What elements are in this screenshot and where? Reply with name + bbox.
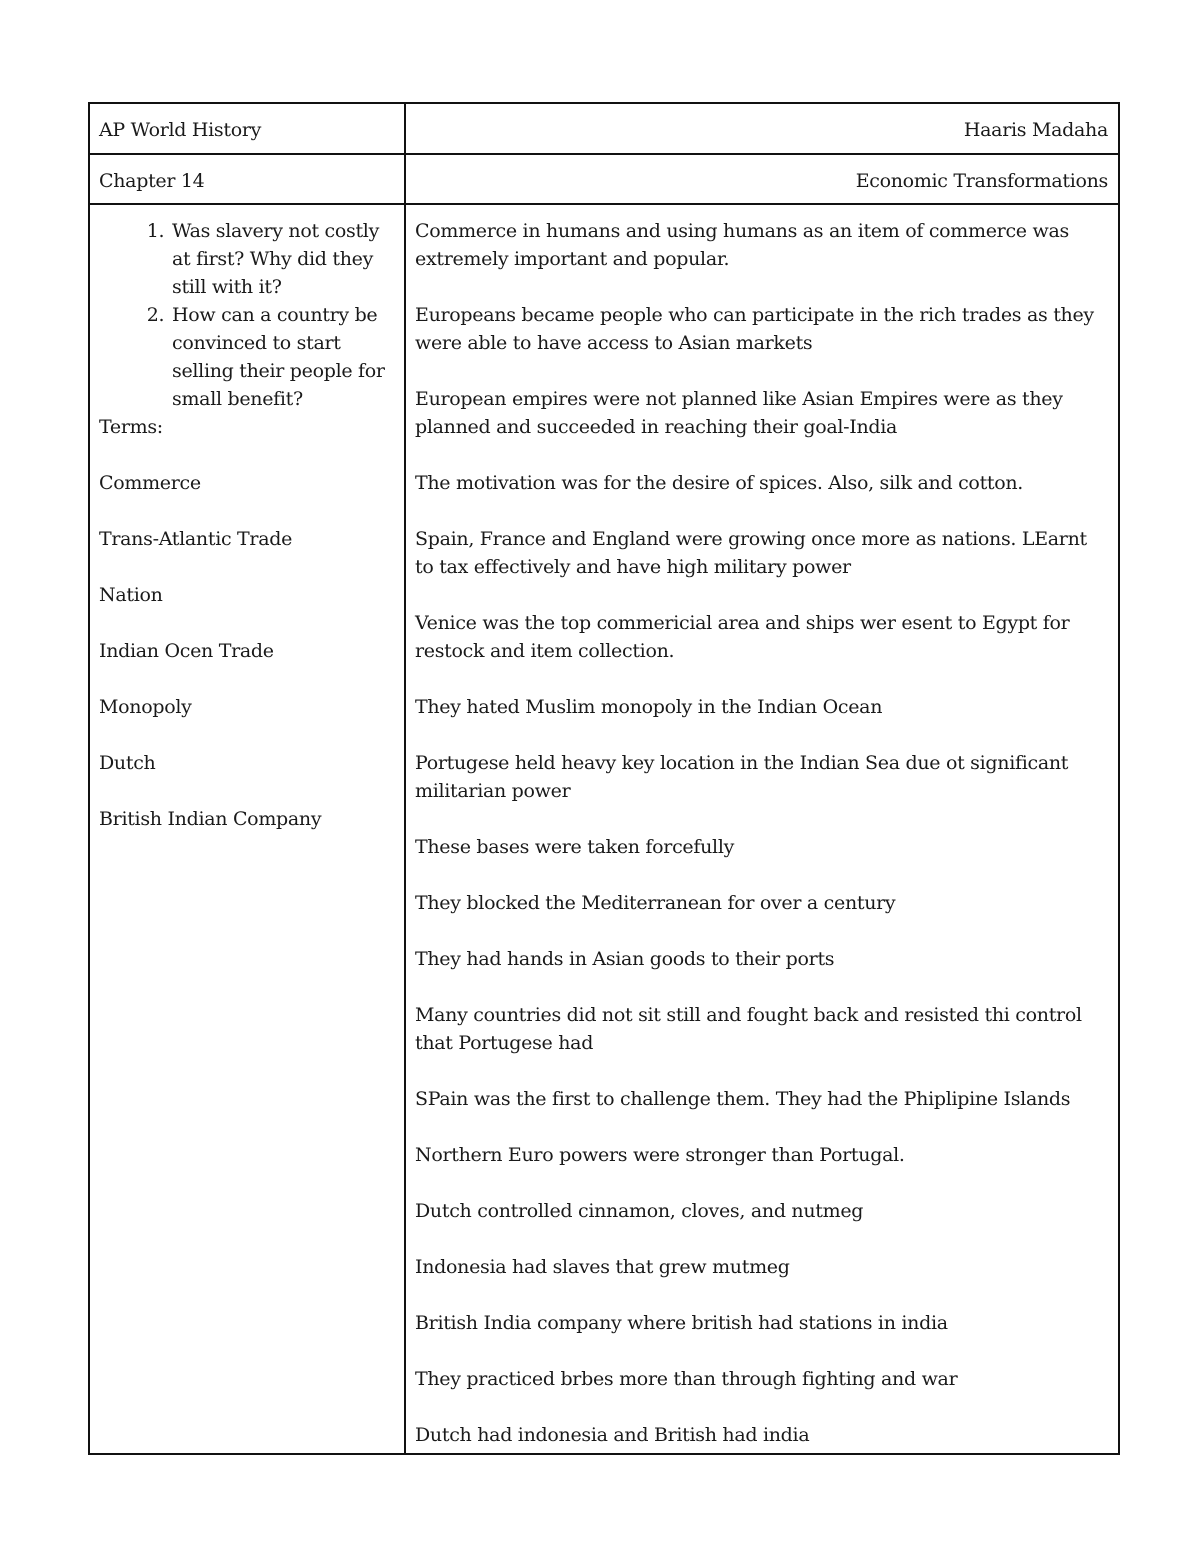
note-paragraph: They blocked the Mediterranean for over a century bbox=[415, 892, 896, 914]
notes-table bbox=[88, 102, 1120, 1455]
content-row bbox=[90, 205, 1118, 1453]
question-item: 1. Was slavery not costly at first? Why did they still with it? bbox=[170, 217, 399, 301]
term-item: Commerce bbox=[99, 472, 201, 494]
chapter-topic: Economic Transformations bbox=[855, 170, 1108, 192]
note-paragraph: Europeans became people who can participate in the rich trades as they were able to have access to Asian markets bbox=[415, 304, 1094, 354]
term-item: British Indian Company bbox=[99, 808, 322, 830]
note-paragraph: They had hands in Asian goods to their ports bbox=[415, 948, 835, 970]
note-paragraph: Venice was the top commericial area and ships wer esent to Egypt for restock and item collection. bbox=[415, 612, 1070, 662]
questions-column bbox=[99, 217, 399, 833]
term-item: Monopoly bbox=[99, 696, 192, 718]
question-item: 2. How can a country be convinced to start selling their people for small benefit? bbox=[170, 301, 399, 413]
note-paragraph: Indonesia had slaves that grew mutmeg bbox=[415, 1256, 790, 1278]
note-paragraph: They hated Muslim monopoly in the Indian Ocean bbox=[415, 696, 883, 718]
header-row bbox=[90, 104, 1118, 155]
note-paragraph: European empires were not planned like Asian Empires were as they planned and succeeded in reaching their goal-India bbox=[415, 388, 1063, 438]
question-list bbox=[99, 217, 399, 413]
chapter-label: Chapter 14 bbox=[99, 170, 205, 192]
term-item: Indian Ocen Trade bbox=[99, 640, 274, 662]
course-title: AP World History bbox=[99, 119, 262, 141]
note-paragraph: They practiced brbes more than through fighting and war bbox=[415, 1368, 958, 1390]
terms-label: Terms: bbox=[99, 416, 163, 438]
note-paragraph: Commerce in humans and using humans as an item of commerce was extremely important and popular. bbox=[415, 220, 1069, 270]
note-paragraph: Portugese held heavy key location in the Indian Sea due ot significant militarian power bbox=[415, 752, 1069, 802]
chapter-row bbox=[90, 155, 1118, 205]
note-paragraph: Spain, France and England were growing once more as nations. LEarnt to tax effectively and have high military power bbox=[415, 528, 1087, 578]
note-paragraph: Dutch had indonesia and British had india bbox=[415, 1424, 810, 1446]
notes-column bbox=[415, 217, 1105, 1477]
note-paragraph: These bases were taken forcefully bbox=[415, 836, 735, 858]
term-item: Dutch bbox=[99, 752, 156, 774]
note-paragraph: The motivation was for the desire of spices. Also, silk and cotton. bbox=[415, 472, 1024, 494]
note-paragraph: Many countries did not sit still and fought back and resisted thi control that Portugese had bbox=[415, 1004, 1082, 1054]
note-paragraph: Northern Euro powers were stronger than Portugal. bbox=[415, 1144, 905, 1166]
note-paragraph: SPain was the first to challenge them. They had the Phiplipine Islands bbox=[415, 1088, 1071, 1110]
term-item: Trans-Atlantic Trade bbox=[99, 528, 293, 550]
term-item: Nation bbox=[99, 584, 163, 606]
note-paragraph: Dutch controlled cinnamon, cloves, and nutmeg bbox=[415, 1200, 864, 1222]
student-name: Haaris Madaha bbox=[963, 119, 1108, 141]
note-paragraph: British India company where british had stations in india bbox=[415, 1312, 948, 1334]
